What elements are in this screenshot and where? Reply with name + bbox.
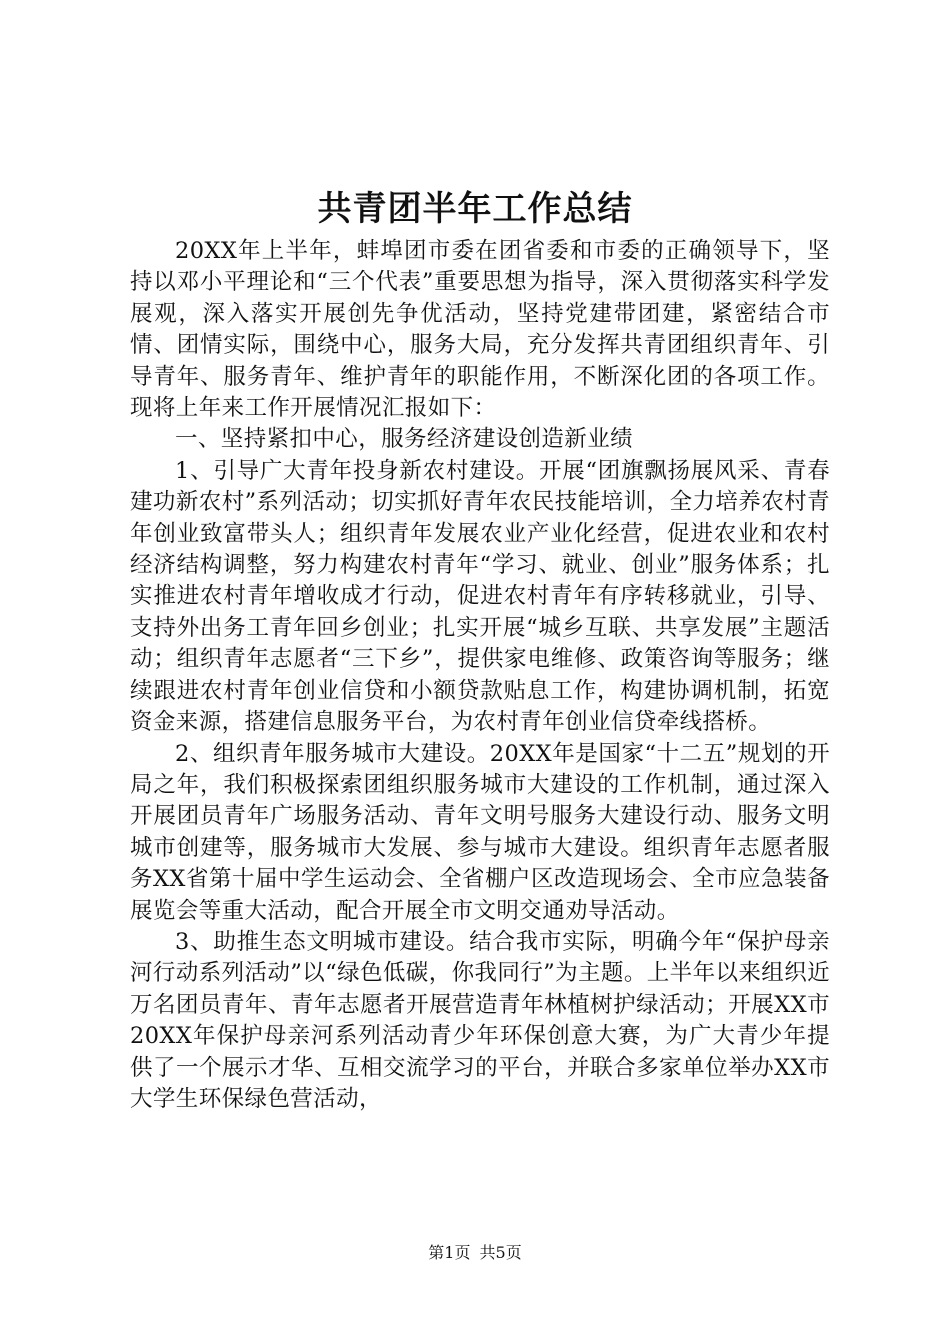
paragraph-rural-construction: 1、引导广大青年投身新农村建设。开展“团旗飘扬展风采、青春建功新农村”系列活动；切实抓好青年农民技能培训，全力培养农村青年创业致富带头人；组织青年发展农业产业化经营，促进农业和农村经济结构调整，努力构建农村青年“学习、就业、创业”服务体系；扎实推进农村青年增收成才行动，促进农村青年有序转移就业，引导、支持外出务工青年回乡创业；扎实开展“城乡互联、共享发展”主题活动；组织青年志愿者“三下乡”，提供家电维修、政策咨询等服务；继续跟进农村青年创业信贷和小额贷款贴息工作，构建协调机制，拓宽资金来源，搭建信息服务平台，为农村青年创业信贷牵线搭桥。 <box>130 457 830 736</box>
intro-paragraph: 20XX年上半年，蚌埠团市委在团省委和市委的正确领导下，坚持以邓小平理论和“三个代表”重要思想为指导，深入贯彻落实科学发展观，深入落实开展创先争优活动，坚持党建带团建，紧密结合市情、团情实际，围绕中心，服务大局，充分发挥共青团组织青年、引导青年、服务青年、维护青年的职能作用，不断深化团的各项工作。现将上年来工作开展情况汇报如下： <box>130 238 830 422</box>
paragraph-ecological-city: 3、助推生态文明城市建设。结合我市实际，明确今年“保护母亲河行动系列活动”以“绿色低碳，你我同行”为主题。上半年以来组织近万名团员青年、青年志愿者开展营造青年林植树护绿活动；开展XX市20XX年保护母亲河系列活动青少年环保创意大赛，为广大青少年提供了一个展示才华、互相交流学习的平台，并联合多家单位举办XX市大学生环保绿色营活动， <box>130 928 830 1112</box>
paragraph-city-construction: 2、组织青年服务城市大建设。20XX年是国家“十二五”规划的开局之年，我们积极探索团组织服务城市大建设的工作机制，通过深入开展团员青年广场服务活动、青年文明号服务大建设行动、服务文明城市创建等，服务城市大发展、参与城市大建设。组织青年志愿者服务XX省第十届中学生运动会、全省棚户区改造现场会、全市应急装备展览会等重大活动，配合开展全市文明交通劝导活动。 <box>130 740 830 924</box>
document-body <box>130 236 830 1115</box>
page-footer: 第1页 共5页 <box>428 1243 522 1262</box>
section-heading-1: 一、坚持紧扣中心，服务经济建设创造新业绩 <box>175 426 634 453</box>
document-title: 共青团半年工作总结 <box>317 189 633 229</box>
